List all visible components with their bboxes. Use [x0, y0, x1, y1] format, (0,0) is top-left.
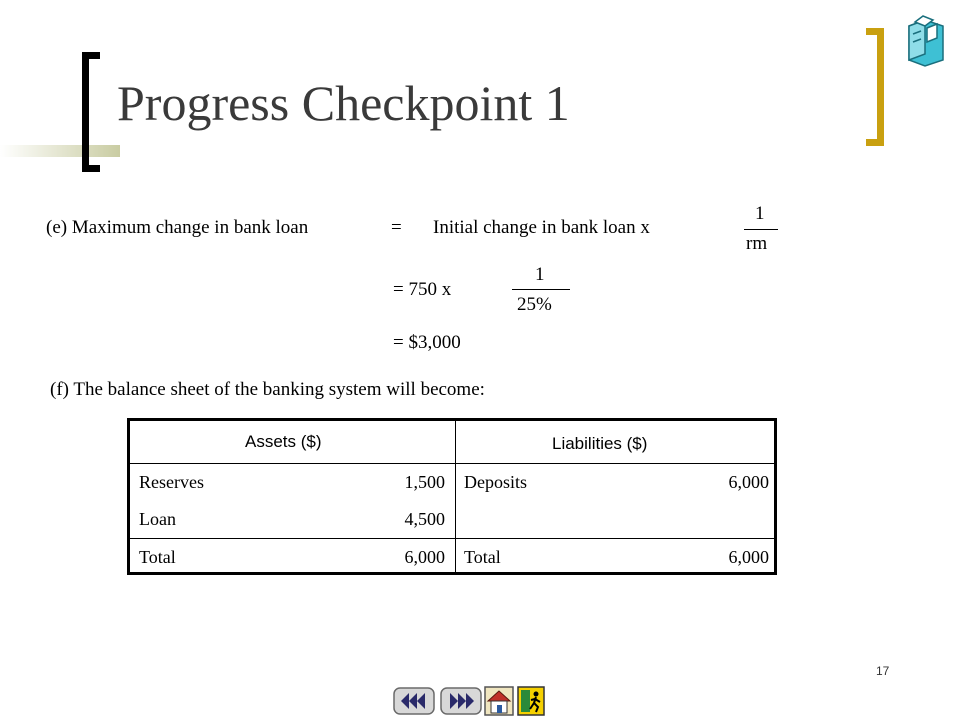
table-total-divider — [130, 538, 774, 539]
part-e-label: (e) Maximum change in bank loan — [46, 217, 309, 238]
balance-sheet-table — [127, 418, 777, 575]
part-e-equals: = — [391, 217, 402, 238]
assets-total-label: Total — [139, 547, 176, 567]
fraction-1-bar — [744, 229, 778, 230]
assets-header: Assets ($) — [245, 432, 322, 451]
asset-label-loan: Loan — [139, 509, 176, 529]
part-e-formula-rhs: Initial change in bank loan x — [433, 217, 650, 238]
slide-title: Progress Checkpoint 1 — [117, 75, 570, 131]
title-bracket-left — [82, 52, 100, 172]
next-icon[interactable] — [440, 686, 482, 716]
part-e-step-2: = 750 x — [393, 279, 452, 300]
liability-label-deposits: Deposits — [464, 472, 527, 492]
assets-total-value: 6,000 — [404, 547, 445, 567]
page-number: 17 — [876, 664, 890, 678]
liabilities-header: Liabilities ($) — [552, 434, 648, 453]
fraction-2-denominator: 25% — [517, 294, 552, 315]
table-header-divider — [130, 463, 774, 464]
liabilities-total-label: Total — [464, 547, 501, 567]
exit-icon[interactable] — [517, 686, 545, 716]
previous-icon[interactable] — [393, 686, 435, 716]
liabilities-total-value: 6,000 — [728, 547, 769, 567]
asset-value-reserves: 1,500 — [404, 472, 445, 492]
title-decoration-bar — [0, 145, 120, 157]
part-f-label: (f) The balance sheet of the banking system will become: — [50, 379, 485, 400]
part-e-result: = $3,000 — [393, 332, 461, 353]
fraction-1-denominator: rm — [746, 233, 768, 254]
fraction-2-numerator: 1 — [535, 264, 545, 285]
asset-label-reserves: Reserves — [139, 472, 204, 492]
liability-value-deposits: 6,000 — [728, 472, 769, 492]
asset-value-loan: 4,500 — [404, 509, 445, 529]
fraction-1-numerator: 1 — [755, 203, 765, 224]
fraction-2-bar — [512, 289, 570, 290]
title-bracket-right — [866, 28, 884, 146]
logo-icon — [903, 14, 949, 68]
table-column-divider — [455, 421, 456, 572]
home-icon[interactable] — [484, 686, 514, 716]
